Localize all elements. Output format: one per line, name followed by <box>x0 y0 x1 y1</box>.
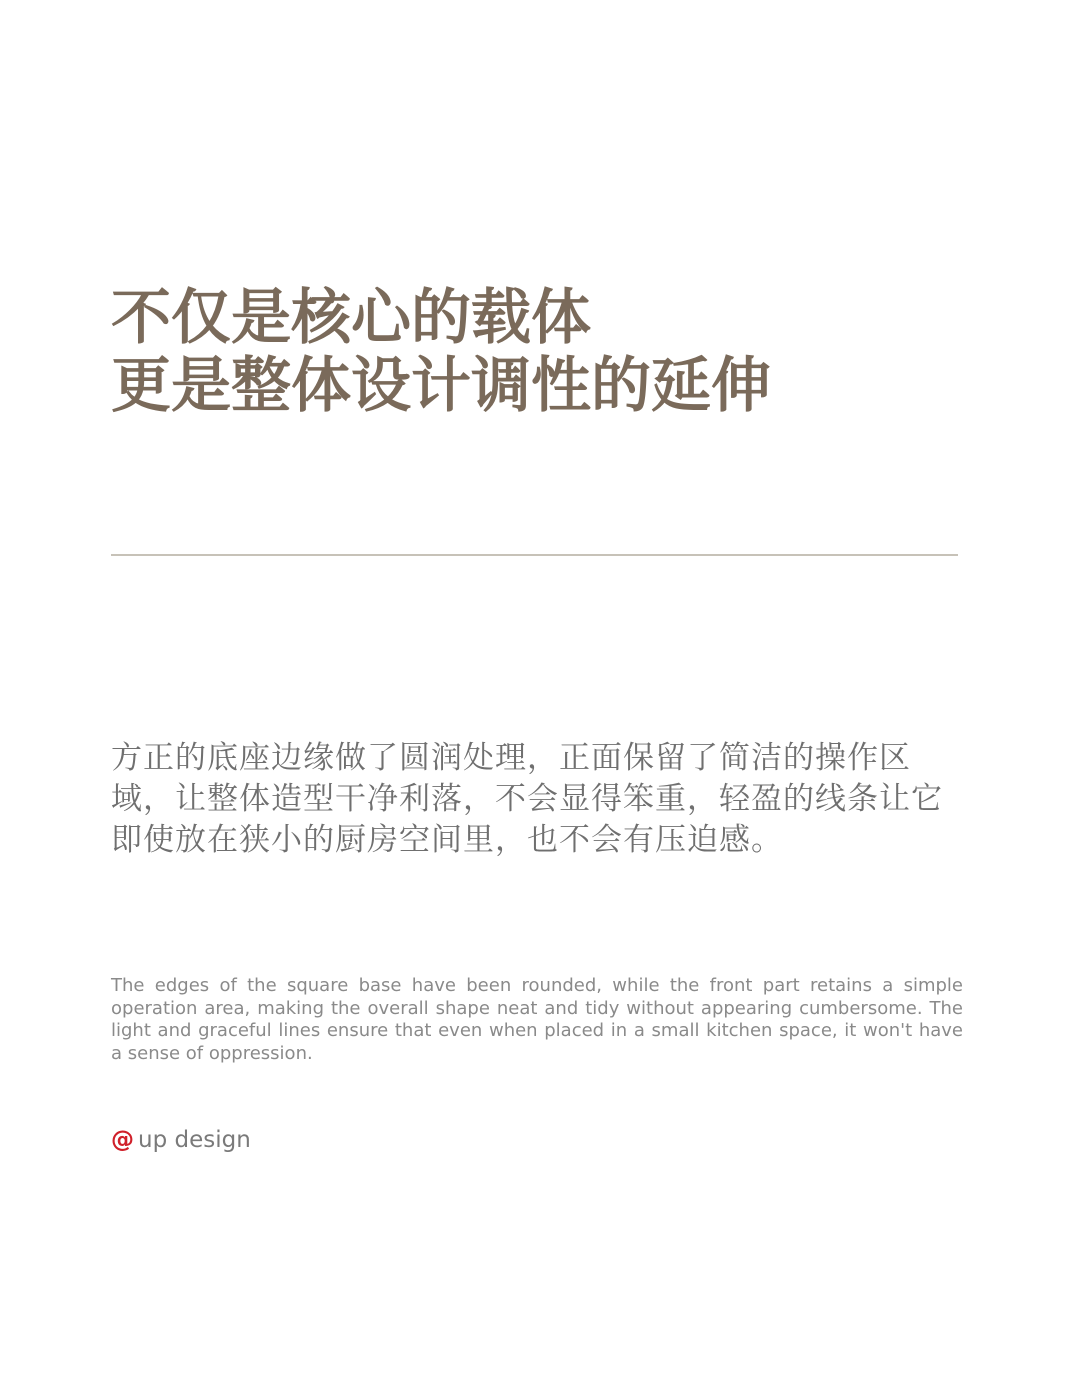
body-text-chinese: 方正的底座边缘做了圆润处理，正面保留了简洁的操作区域，让整体造型干净利落，不会显得笨重，轻盈的线条让它即使放在狭小的厨房空间里，也不会有压迫感。 <box>111 740 943 858</box>
credit <box>111 1124 251 1156</box>
headline <box>111 284 971 420</box>
at-symbol-icon: @ <box>111 1127 134 1153</box>
divider <box>111 554 958 556</box>
headline-line-2: 更是整体设计调性的延伸 <box>111 351 771 421</box>
body-text-english: The edges of the square base have been rounded, while the front part retains a simple operation area, making the overall shape neat and tidy without appearing cumbersome. The light and graceful lines ensure that even when placed in a small kitchen space, it won't have a sense of oppression. <box>111 975 963 1064</box>
headline-line-1: 不仅是核心的载体 <box>111 283 591 353</box>
credit-name: up design <box>138 1127 251 1153</box>
